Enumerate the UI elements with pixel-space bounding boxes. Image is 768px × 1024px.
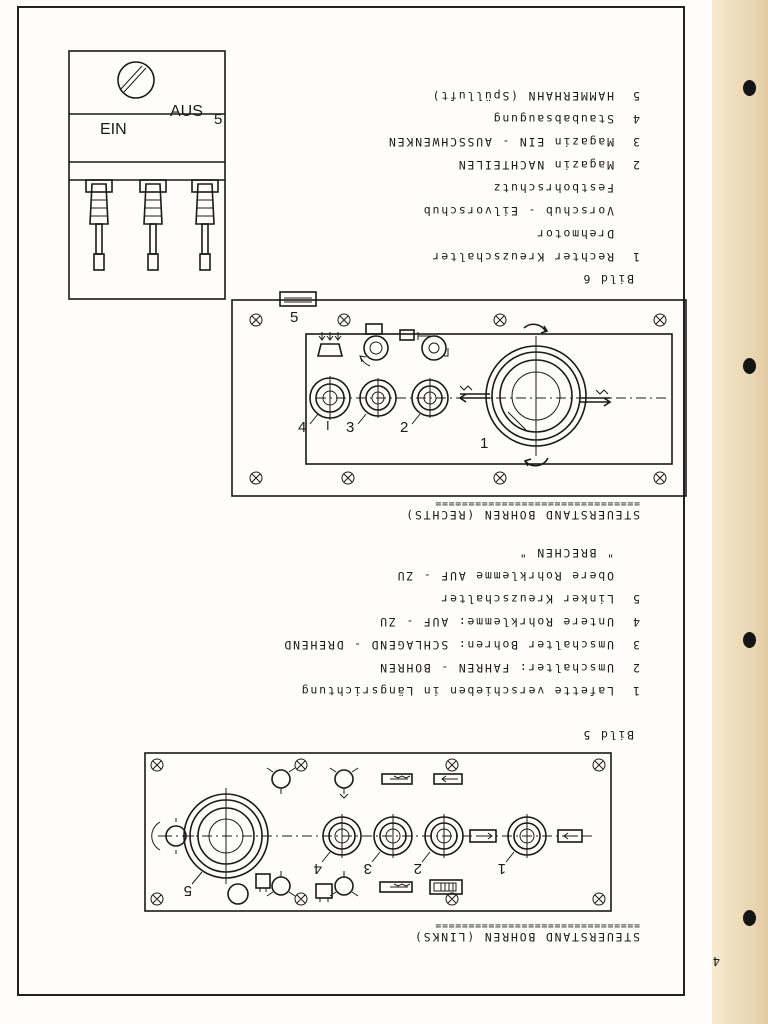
legend-text: Magazin EIN - AUSSCHWENKEN: [387, 135, 614, 149]
bild6-callout-2: 2: [400, 419, 409, 436]
bild5-callout-5: 5: [183, 882, 192, 899]
legend-num: 2: [631, 158, 640, 172]
legend-text: HAMMERHAHN (Spülluft): [430, 89, 614, 103]
bild6-callout-5: 5: [290, 309, 299, 326]
legend-text: Umschalter: FAHREN - BOHREN: [378, 661, 614, 675]
valve-stem: [140, 180, 166, 270]
bild6-callout-4: 4: [298, 419, 307, 436]
bild5-callout-2: 2: [413, 860, 422, 877]
title-underline: ===============================: [434, 498, 640, 509]
section-title-links: STEUERSTAND BOHREN (LINKS): [413, 930, 640, 944]
bild5-callout-3: 3: [363, 860, 372, 877]
bild6-callout-1: 1: [480, 435, 489, 452]
bild6-control-panel: [228, 292, 688, 498]
legend-text: Lafette verschieben in Längsrichtung: [299, 684, 614, 698]
figure-caption-bild6: Bild 6: [581, 272, 634, 286]
valve-stem: [192, 180, 218, 270]
legend-num: 3: [631, 638, 640, 652]
page-number: 4: [710, 954, 720, 968]
legend-text: Vorschub - Eilvorschub: [422, 204, 614, 218]
legend-text: Linker Kreuzschalter: [439, 592, 614, 606]
legend-num: 5: [631, 592, 640, 606]
bild6-callout-3: 3: [346, 419, 355, 436]
bild5-knob-4: [313, 768, 361, 902]
bild5-knob-2: [425, 774, 463, 894]
valve-stem: [86, 180, 112, 270]
bild6-mark-i: I: [326, 418, 330, 433]
bild5-knob-3: [374, 774, 412, 892]
legend-num: 3: [631, 135, 640, 149]
legend-text: Untere Rohrklemme: AUF - ZU: [378, 615, 614, 629]
legend-num: 4: [631, 615, 640, 629]
bild6-knob-3: [360, 324, 396, 418]
valve-label-ein: EIN: [100, 121, 127, 138]
bild6-knob-4: [310, 332, 350, 420]
bild5-callout-4: 4: [313, 860, 322, 877]
bild6-knob-2: [400, 330, 448, 418]
legend-text: Magazin NACHTEILEN: [456, 158, 614, 172]
bild5-control-panel: [142, 747, 612, 912]
section-title-rechts: STEUERSTAND BOHREN (RECHTS): [404, 508, 640, 522]
legend-num: 4: [631, 112, 640, 126]
valve-number: 5: [214, 111, 223, 128]
legend-num: 5: [631, 89, 640, 103]
legend-text: Drehmotor: [535, 227, 614, 241]
legend-text: Staubabsaugung: [491, 112, 614, 126]
legend-num: 1: [631, 684, 640, 698]
title-underline: ===============================: [434, 920, 640, 931]
figure-caption-bild5: Bild 5: [581, 728, 634, 742]
legend-num: 1: [631, 250, 640, 264]
legend-text: Rechter Kreuzschalter: [430, 250, 614, 264]
legend-text: " BRECHEN ": [518, 546, 614, 560]
bild5-callout-1: 1: [497, 860, 506, 877]
legend-text: Umschalter Bohren: SCHLAGEND - DREHEND: [282, 638, 614, 652]
legend-num: 2: [631, 661, 640, 675]
selector-knob: [118, 62, 154, 98]
legend-text: Obere Rohrklemme AUF - ZU: [395, 569, 614, 583]
valve-figure: [66, 48, 226, 300]
valve-label-aus: AUS: [170, 103, 203, 120]
legend-text: Festbohrschutz: [491, 181, 614, 195]
